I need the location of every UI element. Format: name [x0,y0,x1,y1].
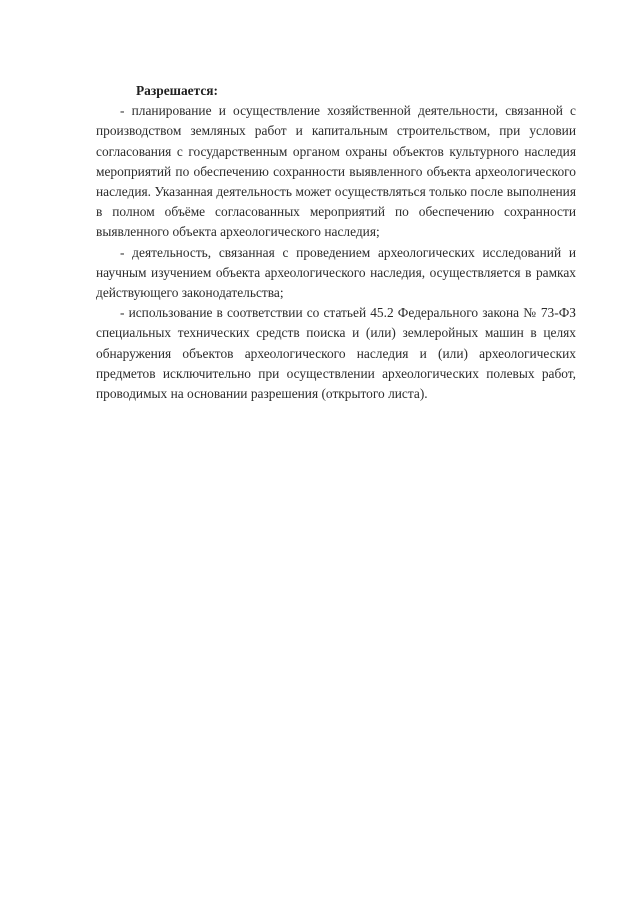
paragraph-research: - деятельность, связанная с проведением археологических исследований и научным изучением объекта археологического наследия, осуществляется в рамках действующего законодательства; [96,244,576,301]
paragraph-planning: - планирование и осуществление хозяйственной деятельности, связанной с производством земляных работ и капитальным строительством, при условии согласования с государственным органом охраны объектов культурного наследия мероприятий по обеспечению сохранности выявленного объекта археологического наследия. Указанная деятельность может осуществляться только после выполнения в полном объёме согласованных мероприятий по обеспечению сохранности выявленного объекта археологического наследия; [96,103,576,240]
document-body [96,81,576,404]
paragraph-equipment-use: - использование в соответствии со статьей 45.2 Федерального закона № 73-ФЗ специальных технических средств поиска и (или) землеройных машин в целях обнаружения объектов археологического наследия и (или) археологических предметов исключительно при осуществлении археологических полевых работ, проводимых на основании разрешения (открытого листа). [96,305,576,402]
section-heading: Разрешается: [136,83,218,98]
